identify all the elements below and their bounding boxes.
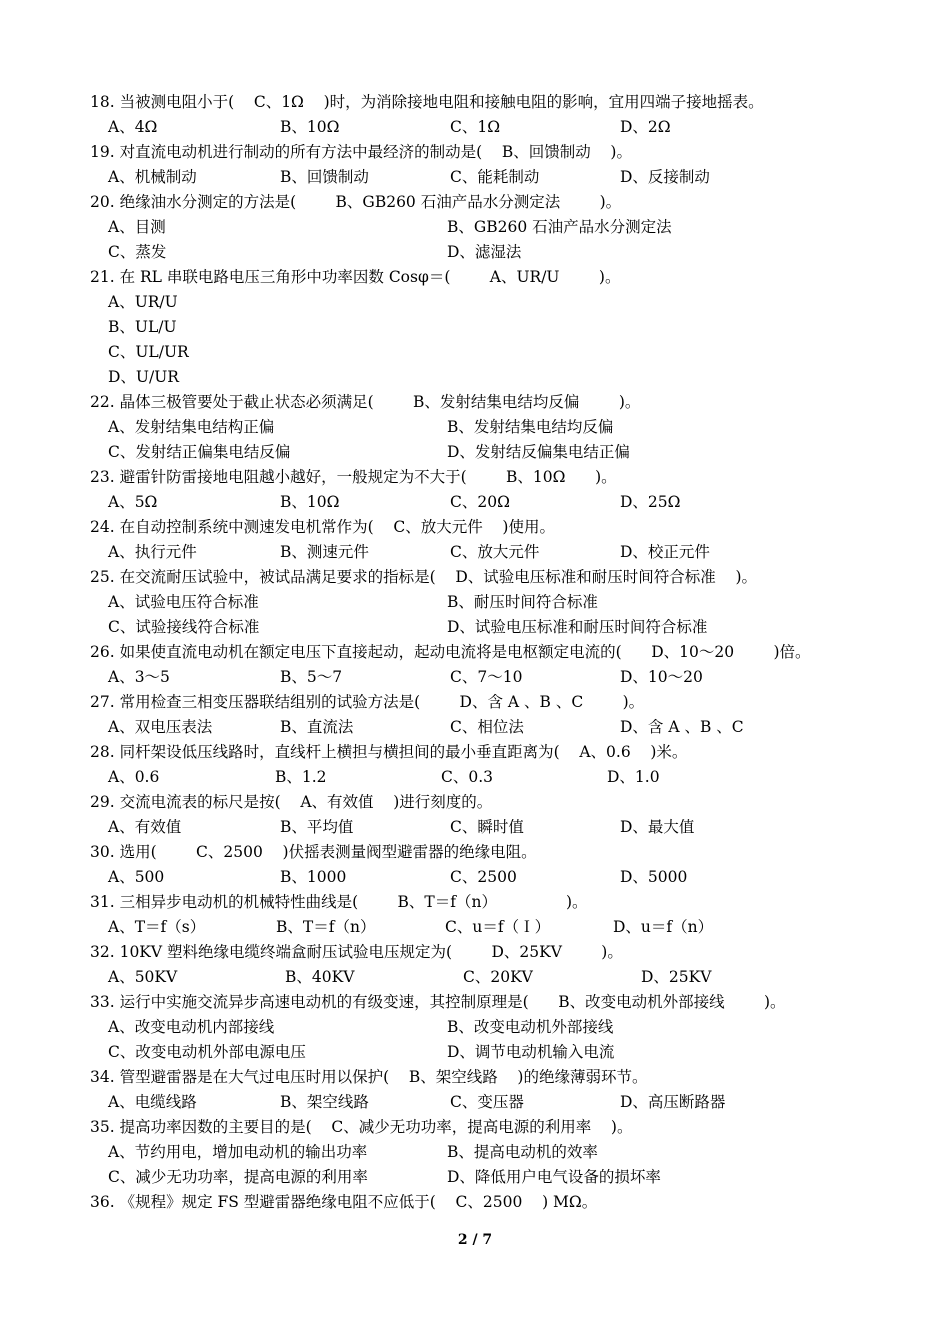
question-24 xyxy=(0,515,555,540)
options-34 xyxy=(0,1090,726,1115)
question-stem: 23. 避雷针防雷接地电阻越小越好，一般规定为不大于( B、10Ω )。 xyxy=(90,468,617,486)
question-stem: 28. 同杆架设低压线路时，直线杆上横担与横担间的最小垂直距离为( A、0.6 )米。 xyxy=(90,743,688,761)
option-21-a xyxy=(0,290,178,315)
option-c: C、变压器 xyxy=(450,1093,524,1111)
option-b: B、回馈制动 xyxy=(280,168,369,186)
option-a: A、电缆线路 xyxy=(108,1093,197,1111)
options-33-row1 xyxy=(0,1015,614,1040)
question-19 xyxy=(0,140,632,165)
option-a: A、目测 xyxy=(108,218,166,236)
option-c: C、1Ω xyxy=(450,118,501,136)
options-22-row1 xyxy=(0,415,614,440)
option-c: C、2500 xyxy=(450,868,517,886)
question-stem: 36. 《规程》规定 FS 型避雷器绝缘电阻不应低于( C、2500 ) MΩ。 xyxy=(90,1193,598,1211)
option-d: D、1.0 xyxy=(607,768,660,786)
options-25-row1 xyxy=(0,590,598,615)
option-d: D、u＝f（n） xyxy=(613,918,714,936)
option-d: D、5000 xyxy=(620,868,688,886)
options-33-row2 xyxy=(0,1040,615,1065)
option-b: B、GB260 石油产品水分测定法 xyxy=(447,218,672,236)
option-a: A、UR/U xyxy=(108,293,178,311)
question-stem: 24. 在自动控制系统中测速发电机常作为( C、放大元件 )使用。 xyxy=(90,518,555,536)
option-a: A、50KV xyxy=(108,968,178,986)
question-stem: 35. 提高功率因数的主要目的是( C、减少无功功率，提高电源的利用率 )。 xyxy=(90,1118,633,1136)
option-b: B、40KV xyxy=(285,968,355,986)
option-d: D、降低用户电气设备的损坏率 xyxy=(447,1168,661,1186)
question-29 xyxy=(0,790,493,815)
options-27 xyxy=(0,715,744,740)
options-24 xyxy=(0,540,710,565)
option-b: B、提高电动机的效率 xyxy=(447,1143,598,1161)
option-21-b xyxy=(0,315,177,340)
option-c: C、相位法 xyxy=(450,718,524,736)
options-28 xyxy=(0,765,660,790)
option-a: A、T＝f（s） xyxy=(108,918,206,936)
option-d: D、校正元件 xyxy=(620,543,710,561)
option-c: C、20KV xyxy=(463,968,533,986)
question-23 xyxy=(0,465,617,490)
page-number: 2 / 7 xyxy=(457,1232,493,1248)
question-21 xyxy=(0,265,621,290)
options-35-row2 xyxy=(0,1165,661,1190)
option-a: A、3～5 xyxy=(108,668,170,686)
option-d: D、调节电动机输入电流 xyxy=(447,1043,615,1061)
options-30 xyxy=(0,865,688,890)
question-stem: 27. 常用检查三相变压器联结组别的试验方法是( D、含 A 、B 、C )。 xyxy=(90,693,645,711)
question-stem: 29. 交流电流表的标尺是按( A、有效值 )进行刻度的。 xyxy=(90,793,493,811)
option-d: D、试验电压标准和耐压时间符合标准 xyxy=(447,618,708,636)
question-stem: 21. 在 RL 串联电路电压三角形中功率因数 Cosφ＝( A、UR/U )。 xyxy=(90,268,621,286)
option-a: A、改变电动机内部接线 xyxy=(108,1018,275,1036)
question-26 xyxy=(0,640,811,665)
options-29 xyxy=(0,815,695,840)
option-c: C、20Ω xyxy=(450,493,510,511)
option-c: C、蒸发 xyxy=(108,243,167,261)
question-stem: 19. 对直流电动机进行制动的所有方法中最经济的制动是( B、回馈制动 )。 xyxy=(90,143,632,161)
option-b: B、测速元件 xyxy=(280,543,369,561)
option-d: D、25KV xyxy=(641,968,712,986)
option-b: B、架空线路 xyxy=(280,1093,369,1111)
options-31 xyxy=(0,915,714,940)
option-a: A、节约用电，增加电动机的输出功率 xyxy=(108,1143,368,1161)
option-c: C、能耗制动 xyxy=(450,168,540,186)
options-25-row2 xyxy=(0,615,708,640)
question-20 xyxy=(0,190,622,215)
option-c: C、7～10 xyxy=(450,668,523,686)
option-c: C、放大元件 xyxy=(450,543,540,561)
option-d: D、U/UR xyxy=(108,368,179,386)
question-22 xyxy=(0,390,641,415)
option-a: A、执行元件 xyxy=(108,543,197,561)
option-c: C、u＝f（Ｉ） xyxy=(445,918,551,936)
option-a: A、试验电压符合标准 xyxy=(108,593,259,611)
options-32 xyxy=(0,965,712,990)
option-a: A、500 xyxy=(108,868,165,886)
option-d: D、发射结反偏集电结正偏 xyxy=(447,443,630,461)
question-stem: 30. 选用( C、2500 )伏摇表测量阀型避雷器的绝缘电阻。 xyxy=(90,843,537,861)
option-c: C、减少无功功率，提高电源的利用率 xyxy=(108,1168,368,1186)
option-d: D、25Ω xyxy=(620,493,681,511)
options-20-row1 xyxy=(0,215,672,240)
question-34 xyxy=(0,1065,648,1090)
option-b: B、UL/U xyxy=(108,318,177,336)
option-d: D、最大值 xyxy=(620,818,695,836)
option-c: C、试验接线符合标准 xyxy=(108,618,260,636)
options-23 xyxy=(0,490,681,515)
question-stem: 31. 三相异步电动机的机械特性曲线是( B、T＝f（n） )。 xyxy=(90,893,588,911)
option-c: C、改变电动机外部电源电压 xyxy=(108,1043,306,1061)
option-a: A、0.6 xyxy=(108,768,160,786)
options-20-row2 xyxy=(0,240,522,265)
option-d: D、10～20 xyxy=(620,668,703,686)
options-18 xyxy=(0,115,671,140)
question-stem: 26. 如果使直流电动机在额定电压下直接起动，起动电流将是电枢额定电流的( D、10～20 )倍。 xyxy=(90,643,811,661)
option-d: D、反接制动 xyxy=(620,168,710,186)
option-d: D、2Ω xyxy=(620,118,671,136)
option-b: B、1000 xyxy=(280,868,347,886)
options-26 xyxy=(0,665,703,690)
option-b: B、直流法 xyxy=(280,718,354,736)
options-22-row2 xyxy=(0,440,630,465)
option-d: D、高压断路器 xyxy=(620,1093,726,1111)
question-stem: 34. 管型避雷器是在大气过电压时用以保护( B、架空线路 )的绝缘薄弱环节。 xyxy=(90,1068,648,1086)
question-28 xyxy=(0,740,688,765)
option-a: A、机械制动 xyxy=(108,168,197,186)
option-c: C、UL/UR xyxy=(108,343,189,361)
question-18 xyxy=(0,90,764,115)
option-b: B、改变电动机外部接线 xyxy=(447,1018,614,1036)
question-stem: 33. 运行中实施交流异步高速电动机的有级变速，其控制原理是( B、改变电动机外部接线 )。 xyxy=(90,993,786,1011)
option-a: A、5Ω xyxy=(108,493,158,511)
question-stem: 32. 10KV 塑料绝缘电缆终端盒耐压试验电压规定为( D、25KV )。 xyxy=(90,943,623,961)
option-a: A、发射结集电结构正偏 xyxy=(108,418,275,436)
option-21-c xyxy=(0,340,189,365)
option-a: A、4Ω xyxy=(108,118,158,136)
option-b: B、T＝f（n） xyxy=(276,918,376,936)
question-30 xyxy=(0,840,537,865)
question-stem: 25. 在交流耐压试验中，被试品满足要求的指标是( D、试验电压标准和耐压时间符合标准 )。 xyxy=(90,568,758,586)
option-b: B、平均值 xyxy=(280,818,354,836)
option-b: B、耐压时间符合标准 xyxy=(447,593,598,611)
option-b: B、发射结集电结均反偏 xyxy=(447,418,614,436)
question-32 xyxy=(0,940,623,965)
question-stem: 22. 晶体三极管要处于截止状态必须满足( B、发射结集电结均反偏 )。 xyxy=(90,393,641,411)
option-d: D、含 A 、B 、C xyxy=(620,718,744,736)
question-stem: 18. 当被测电阻小于( C、1Ω )时，为消除接地电阻和接触电阻的影响，宜用四端子接地摇表。 xyxy=(90,93,764,111)
question-27 xyxy=(0,690,645,715)
question-31 xyxy=(0,890,588,915)
option-c: C、瞬时值 xyxy=(450,818,524,836)
option-d: D、滤湿法 xyxy=(447,243,522,261)
option-a: A、双电压表法 xyxy=(108,718,213,736)
option-a: A、有效值 xyxy=(108,818,182,836)
option-b: B、10Ω xyxy=(280,493,340,511)
option-b: B、5～7 xyxy=(280,668,343,686)
option-21-d xyxy=(0,365,179,390)
question-33 xyxy=(0,990,786,1015)
question-stem: 20. 绝缘油水分测定的方法是( B、GB260 石油产品水分测定法 )。 xyxy=(90,193,622,211)
options-19 xyxy=(0,165,710,190)
option-c: C、0.3 xyxy=(441,768,494,786)
option-b: B、1.2 xyxy=(275,768,327,786)
question-35 xyxy=(0,1115,633,1140)
option-c: C、发射结正偏集电结反偏 xyxy=(108,443,291,461)
question-25 xyxy=(0,565,758,590)
question-36 xyxy=(0,1190,598,1215)
option-b: B、10Ω xyxy=(280,118,340,136)
options-35-row1 xyxy=(0,1140,598,1165)
